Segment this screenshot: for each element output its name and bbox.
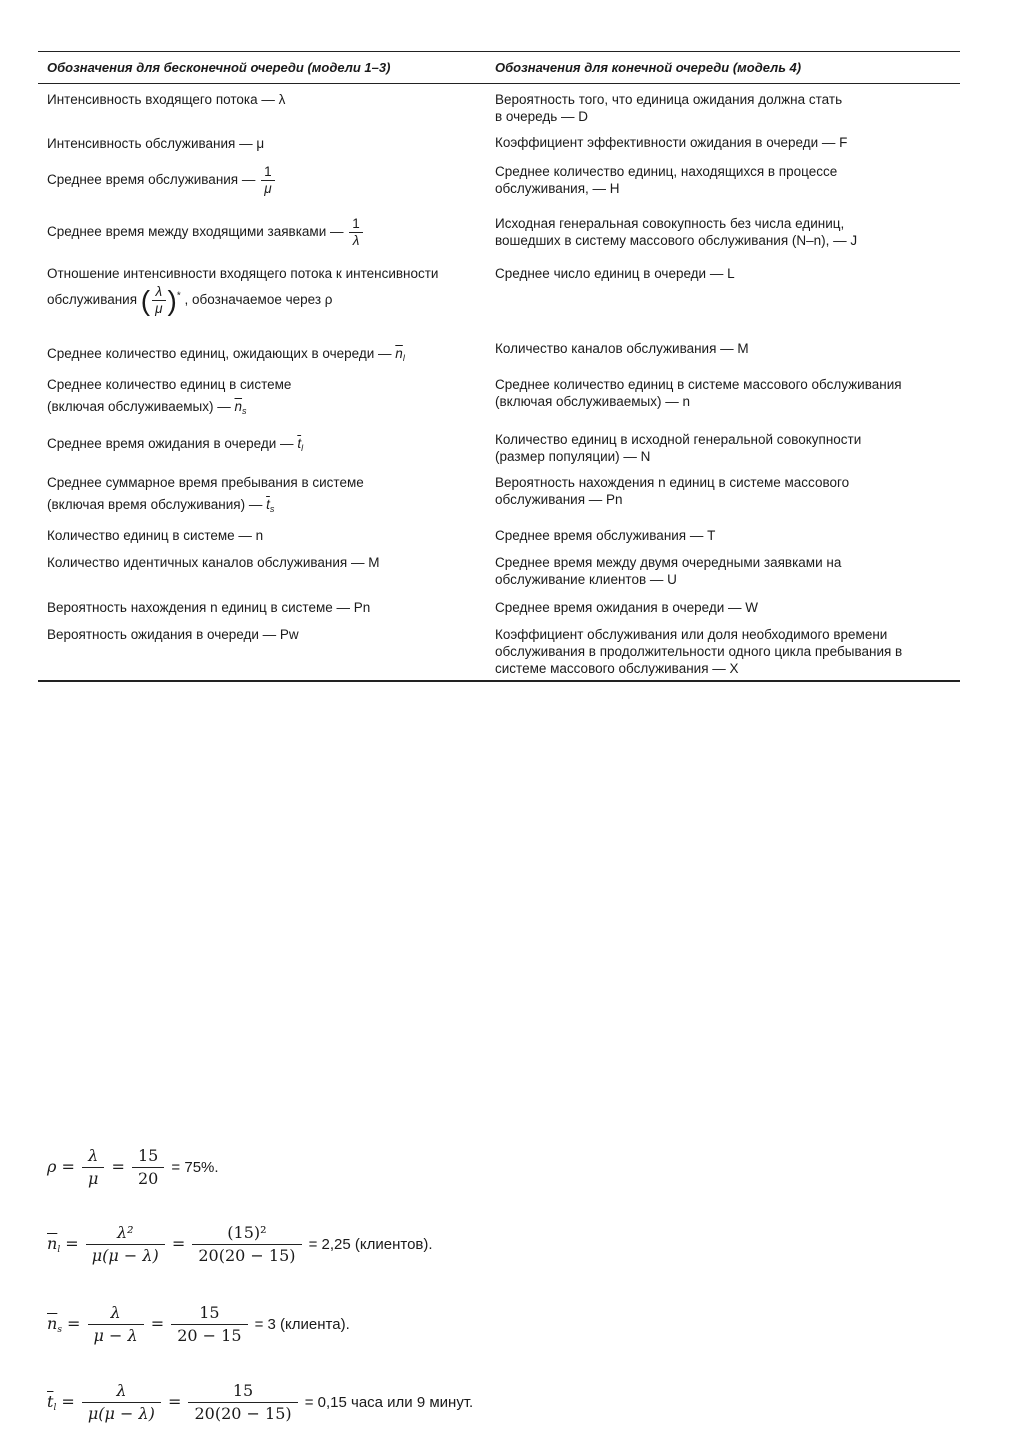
left-row-11: Количество идентичных каналов обслуживания — M [47, 555, 380, 570]
left-row-9-line-2 [47, 496, 274, 518]
right-row-10: Среднее время обслуживания — T [495, 528, 716, 543]
fraction-1-over-lambda [349, 216, 363, 249]
left-row-10: Количество единиц в системе — n [47, 528, 264, 543]
frac-den: μ [155, 301, 163, 316]
eq-lhs-subscript: l [53, 1403, 57, 1413]
paren-close: ) [167, 285, 177, 316]
right-row-7-line-2: (включая обслуживаемых) — n [495, 394, 690, 409]
right-row-5: Среднее число единиц в очереди — L [495, 266, 735, 281]
frac-num: (15)² [192, 1222, 301, 1245]
header-right: Обозначения для конечной очереди (модель 4) [495, 60, 802, 75]
left-row-8-text: Среднее время ожидания в очереди — [47, 436, 294, 451]
left-row-8 [47, 435, 303, 457]
left-row-5-line-2 [47, 284, 332, 317]
frac-den: 20(20 − 15) [198, 1246, 296, 1265]
n-l-symbol: $\overline{n}$ [395, 346, 403, 361]
right-row-1-line-2: в очередь — D [495, 109, 589, 124]
left-row-6-text: Среднее количество единиц, ожидающих в очереди — [47, 346, 392, 361]
frac-num: λ [82, 1145, 104, 1168]
left-row-5-pre: обслуживания [47, 292, 138, 308]
equation-n-s: $\overline{n}_s$ = $\frac{\lambda}{\mu - \lambda}$ = $\frac{15}{20 - 15}$ = 3 (клиента). [47, 1303, 350, 1345]
frac-den: 20 − 15 [177, 1326, 242, 1345]
left-row-3 [47, 164, 277, 197]
right-row-13-line-1: Коэффициент обслуживания или доля необходимого времени [495, 627, 888, 642]
frac-den: λ [352, 233, 360, 248]
left-row-7-line-2 [47, 398, 247, 420]
frac-num: λ [152, 284, 165, 301]
frac-den: μ [87, 1169, 99, 1188]
left-row-13: Вероятность ожидания в очереди — Pw [47, 627, 299, 642]
right-row-8-line-2: (размер популяции) — N [495, 449, 651, 464]
eq-lhs-subscript: l [57, 1245, 61, 1255]
eq-fraction-2 [171, 1302, 247, 1347]
frac-num: λ [88, 1302, 144, 1325]
right-row-13-line-3: системе массового обслуживания — X [495, 661, 739, 676]
right-row-3-line-1: Среднее количество единиц, находящихся в процессе [495, 164, 838, 179]
right-row-2: Коэффициент эффективности ожидания в очереди — F [495, 135, 848, 150]
left-row-7-text: (включая обслуживаемых) — [47, 399, 231, 414]
t-l-subscript: l [301, 443, 304, 453]
right-row-6: Количество каналов обслуживания — M [495, 341, 749, 356]
frac-den: μ(μ − λ) [87, 1404, 155, 1423]
eq-result: = 75%. [171, 1159, 219, 1176]
star-mark: * [176, 290, 181, 302]
paren-open: ( [140, 285, 151, 316]
left-row-4 [47, 216, 365, 249]
n-l-subscript: l [402, 353, 405, 363]
t-l-symbol: $\overline{t}$ [297, 436, 302, 451]
eq-lhs: ρ [47, 1157, 57, 1176]
eq-fraction-1 [88, 1302, 144, 1347]
left-row-9-text: (включая время обслуживания) — [47, 497, 263, 512]
left-row-2: Интенсивность обслуживания — μ [47, 136, 265, 151]
right-row-1-line-1: Вероятность того, что единица ожидания должна стать [495, 92, 843, 107]
equation-rho: ρ = $\frac{\lambda}{\mu}$ = $\frac{15}{20}$ = 75%. [47, 1146, 219, 1188]
left-row-1: Интенсивность входящего потока — λ [47, 92, 286, 107]
right-row-4-line-1: Исходная генеральная совокупность без числа единиц, [495, 216, 845, 231]
header-left: Обозначения для бесконечной очереди (модели 1–3) [47, 60, 391, 75]
equation-t-l: $\overline{t}_l$ = $\frac{\lambda}{\mu(\mu - \lambda)}$ = $\frac{15}{20(20 - 15)}$ = 0,15 часа или 9 минут. [47, 1381, 474, 1423]
t-s-symbol: $\overline{t}$ [266, 497, 270, 512]
right-row-11-line-2: обслуживание клиентов — U [495, 572, 677, 587]
left-row-7-line-1: Среднее количество единиц в системе [47, 377, 292, 392]
eq-result: = 3 (клиента). [254, 1316, 350, 1333]
frac-num: 1 [261, 164, 275, 181]
frac-num: 15 [132, 1145, 164, 1168]
frac-num: λ [82, 1380, 161, 1403]
equation-n-l: $\overline{n}_l$ = $\frac{\text{λ²}}{\mu(\mu - \lambda)}$ = $\frac{\text{(15)²}}{20(20 - 15)}$ = 2,25 (клиентов). [47, 1223, 433, 1265]
left-row-9-line-1: Среднее суммарное время пребывания в системе [47, 475, 364, 490]
left-row-5-line-1: Отношение интенсивности входящего потока к интенсивности [47, 266, 439, 281]
table-bottom-rule [38, 680, 960, 682]
eq-fraction-2 [188, 1380, 297, 1425]
fraction-lambda-over-mu [152, 284, 165, 317]
right-row-3-line-2: обслуживания, — H [495, 181, 620, 196]
eq-lhs-subscript: s [57, 1325, 62, 1335]
right-row-12: Среднее время ожидания в очереди — W [495, 600, 759, 615]
left-row-12: Вероятность нахождения n единиц в системе — Pn [47, 600, 371, 615]
eq-fraction-2 [132, 1145, 164, 1190]
frac-den: 20(20 − 15) [194, 1404, 292, 1423]
eq-lhs: $\overline{t}$ [47, 1392, 54, 1411]
right-row-7-line-1: Среднее количество единиц в системе массового обслуживания [495, 377, 902, 392]
eq-result: = 2,25 (клиентов). [308, 1236, 433, 1253]
right-row-13-line-2: обслуживания в продолжительности одного цикла пребывания в [495, 644, 903, 659]
right-row-4-line-2: вошедших в систему массового обслуживания (N–n), — J [495, 233, 858, 248]
eq-result: = 0,15 часа или 9 минут. [304, 1394, 474, 1411]
frac-den: μ [264, 181, 272, 196]
left-row-3-text: Среднее время обслуживания — [47, 172, 256, 188]
eq-fraction-1 [82, 1145, 104, 1190]
frac-num: 1 [349, 216, 363, 233]
right-row-11-line-1: Среднее время между двумя очередными заявками на [495, 555, 842, 570]
left-row-4-text: Среднее время между входящими заявками — [47, 224, 344, 240]
table-header-rule [38, 83, 960, 84]
left-row-5-post: , обозначаемое через ρ [184, 292, 333, 308]
frac-num: λ² [86, 1222, 165, 1245]
right-row-9-line-1: Вероятность нахождения n единиц в системе массового [495, 475, 850, 490]
right-row-9-line-2: обслуживания — Pn [495, 492, 623, 507]
frac-num: 15 [171, 1302, 247, 1325]
right-row-8-line-1: Количество единиц в исходной генеральной совокупности [495, 432, 862, 447]
eq-fraction-1 [86, 1222, 165, 1267]
eq-fraction-1 [82, 1380, 161, 1425]
table-top-rule [38, 51, 960, 52]
eq-lhs: $\overline{n}$ [47, 1234, 58, 1253]
n-s-subscript: s [242, 406, 247, 416]
frac-den: μ(μ − λ) [91, 1246, 159, 1265]
frac-den: μ − λ [93, 1326, 138, 1345]
n-s-symbol: $\overline{n}$ [234, 399, 243, 414]
eq-fraction-2 [192, 1222, 301, 1267]
frac-num: 15 [188, 1380, 297, 1403]
left-row-6 [47, 345, 405, 367]
eq-lhs: $\overline{n}$ [47, 1314, 58, 1333]
fraction-1-over-mu [261, 164, 275, 197]
frac-den: 20 [137, 1169, 159, 1188]
t-s-subscript: s [269, 504, 275, 514]
